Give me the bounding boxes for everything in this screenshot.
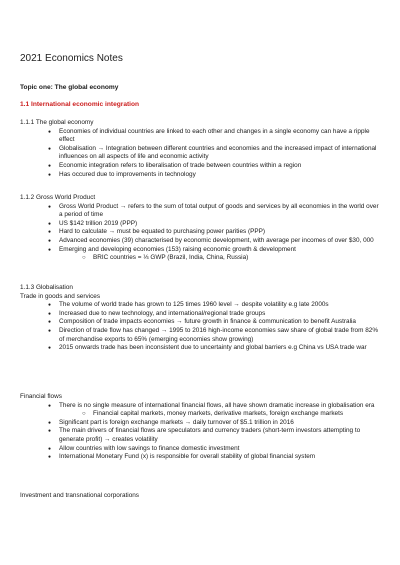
topic-heading: Topic one: The global economy: [20, 84, 119, 91]
list-item: ● Hard to calculate → must be equated to purchasing power parities (PPP): [20, 228, 382, 237]
bullet-list: [20, 301, 382, 353]
list-item: ● The volume of world trade has grown to 125 times 1960 level → despite volatility e.g late 2000s: [20, 301, 382, 310]
subsection-heading: Financial flows: [20, 393, 62, 400]
sub-list-item: ○ BRIC countries = ⅓ GWP (Brazil, India, China, Russia): [20, 254, 382, 263]
bullet-list: [20, 128, 382, 180]
list-item: ● Significant part is foreign exchange markets → daily turnover of $5.1 trillion in 2016: [20, 419, 382, 428]
document-title: 2021 Economics Notes: [20, 53, 123, 64]
list-item: ● Economies of individual countries are linked to each other and changes in a single economy can have a ripple effect: [20, 128, 382, 145]
section-heading: 1.1 International economic integration: [20, 101, 140, 108]
subsection-subheading: Trade in goods and services: [20, 292, 101, 300]
list-item: ● There is no single measure of international financial flows, all have shown dramatic increase in globalisation era: [20, 402, 382, 411]
list-item: ● Emerging and developing economies (153) raising economic growth & development: [20, 246, 382, 255]
list-item: ● 2015 onwards trade has been inconsistent due to uncertainty and global barriers e.g China vs USA trade war: [20, 344, 382, 353]
sub-list-item: ○ Financial capital markets, money markets, derivative markets, foreign exchange markets: [20, 410, 382, 419]
list-item: ● Composition of trade impacts economies → future growth in finance & communication to benefit Australia: [20, 318, 382, 327]
bullet-list: [20, 203, 382, 263]
section-globalisation: [20, 284, 382, 353]
list-item: ● Economic integration refers to liberalisation of trade between countries within a region: [20, 162, 382, 171]
list-item: ● Advanced economies (39) characterised by economic development, with average per incomes of over $30, 000: [20, 237, 382, 246]
section-global-economy: [20, 119, 382, 179]
list-item: ● Direction of trade flow has changed → 1995 to 2016 high-income economies saw share of global trade from 82% of merchandise exports to 65% (emerging economies show growing): [20, 327, 382, 344]
subsection-heading: 1.1.1 The global economy: [20, 119, 94, 126]
list-item: ● International Monetary Fund (x) is responsible for overall stability of global financial system: [20, 453, 382, 462]
section-financial-flows: [20, 393, 382, 462]
section-gross-world-product: [20, 194, 382, 263]
list-item: ● US $142 trillion 2019 (PPP): [20, 220, 382, 229]
list-item: ● Allow countries with low savings to finance domestic investment: [20, 445, 382, 454]
section-investment: [20, 492, 382, 501]
list-item: ● Increased due to new technology, and international/regional trade groups: [20, 310, 382, 319]
subsection-heading: 1.1.3 Globalisation: [20, 284, 73, 291]
subsection-heading: Investment and transnational corporations: [20, 492, 140, 499]
list-item: ● Has occured due to improvements in technology: [20, 171, 382, 180]
bullet-list: [20, 402, 382, 462]
list-item: ● The main drivers of financial flows are speculators and currency traders (short-term investors attempting to generate profit) → creates volatility: [20, 427, 382, 444]
subsection-heading: 1.1.2 Gross World Product: [20, 194, 96, 201]
list-item: ● Gross World Product → refers to the sum of total output of goods and services by all economies in the world over a period of time: [20, 203, 382, 220]
list-item: ● Globalisation → Integration between different countries and economies and the increased impact of international influences on all aspects of life and economic activity: [20, 145, 382, 162]
